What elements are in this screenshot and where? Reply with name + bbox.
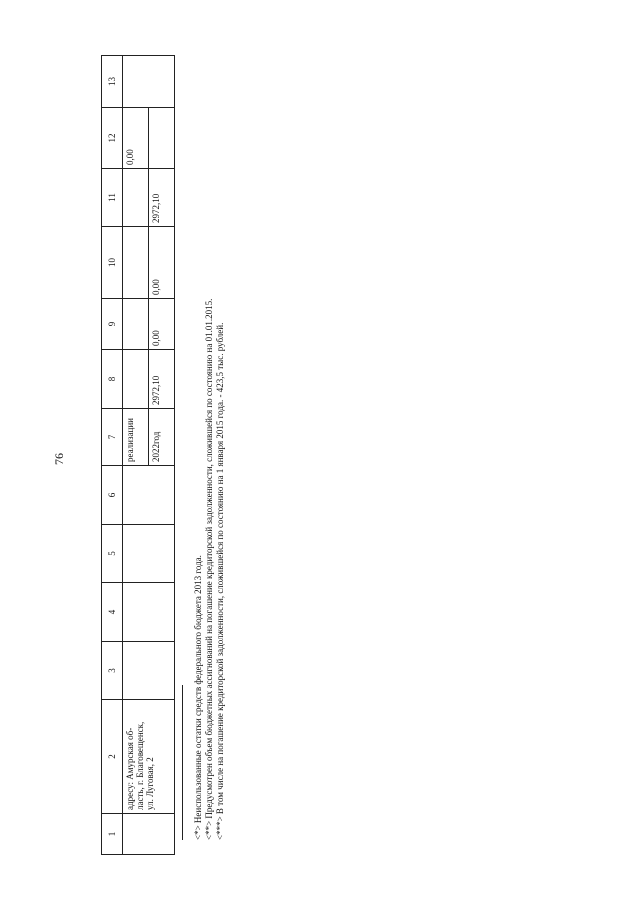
cell-col-10: 0,00 (149, 227, 175, 299)
column-number-5: 5 (102, 525, 123, 583)
footnote-2: <**> Предусмотрен объем бюджетных ассигнований на погашение кредиторской задолженности, сложившейся по состоянию на 01.01.2015. (204, 298, 214, 840)
column-number-1: 1 (102, 814, 123, 855)
cell-col-11: 2972,10 (149, 169, 175, 227)
column-number-8: 8 (102, 350, 123, 409)
cell-col-11-top (123, 169, 149, 227)
cell-col-3 (123, 642, 175, 700)
cell-address (123, 700, 175, 814)
cell-col-8-top (123, 350, 149, 409)
column-number-9: 9 (102, 299, 123, 350)
column-number-12: 12 (102, 108, 123, 169)
address-line-3: ул. Луговая, 2 (145, 757, 155, 810)
cell-col-1 (123, 814, 175, 855)
footnote-3: <***> В том числе на погашение кредиторской задолженности, сложившейся по состоянию на 1 января 2015 года. - 423,5 тыс. рублей. (215, 322, 225, 840)
cell-col-9: 0,00 (149, 299, 175, 350)
column-number-10: 10 (102, 227, 123, 299)
cell-col-4 (123, 583, 175, 642)
cell-col-13 (123, 56, 175, 108)
column-number-11: 11 (102, 169, 123, 227)
cell-implementation-label: реализации (123, 409, 149, 466)
page-number: 76 (52, 453, 66, 465)
address-line-1: адресу: Амурская об- (125, 727, 135, 810)
column-number-4: 4 (102, 583, 123, 642)
column-number-13: 13 (102, 56, 123, 108)
column-number-3: 3 (102, 642, 123, 700)
address-line-2: ласть, г. Благовещенск, (135, 721, 145, 810)
cell-col-12-bottom (149, 108, 175, 169)
column-number-2: 2 (102, 700, 123, 814)
column-number-7: 7 (102, 409, 123, 466)
footnote-separator (182, 685, 183, 840)
cell-col-8: 2972,10 (149, 350, 175, 409)
column-number-6: 6 (102, 466, 123, 525)
table-row (123, 56, 149, 855)
budget-table (101, 55, 175, 855)
cell-year: 2022год (149, 409, 175, 466)
column-number-row (102, 56, 123, 855)
cell-col-5 (123, 525, 175, 583)
cell-col-10-top (123, 227, 149, 299)
cell-col-12-top: 0,00 (123, 108, 149, 169)
footnote-1: <*> Неиспользованные остатки средств федерального бюджета 2013 года. (193, 555, 203, 840)
cell-col-6 (123, 466, 175, 525)
cell-col-9-top (123, 299, 149, 350)
